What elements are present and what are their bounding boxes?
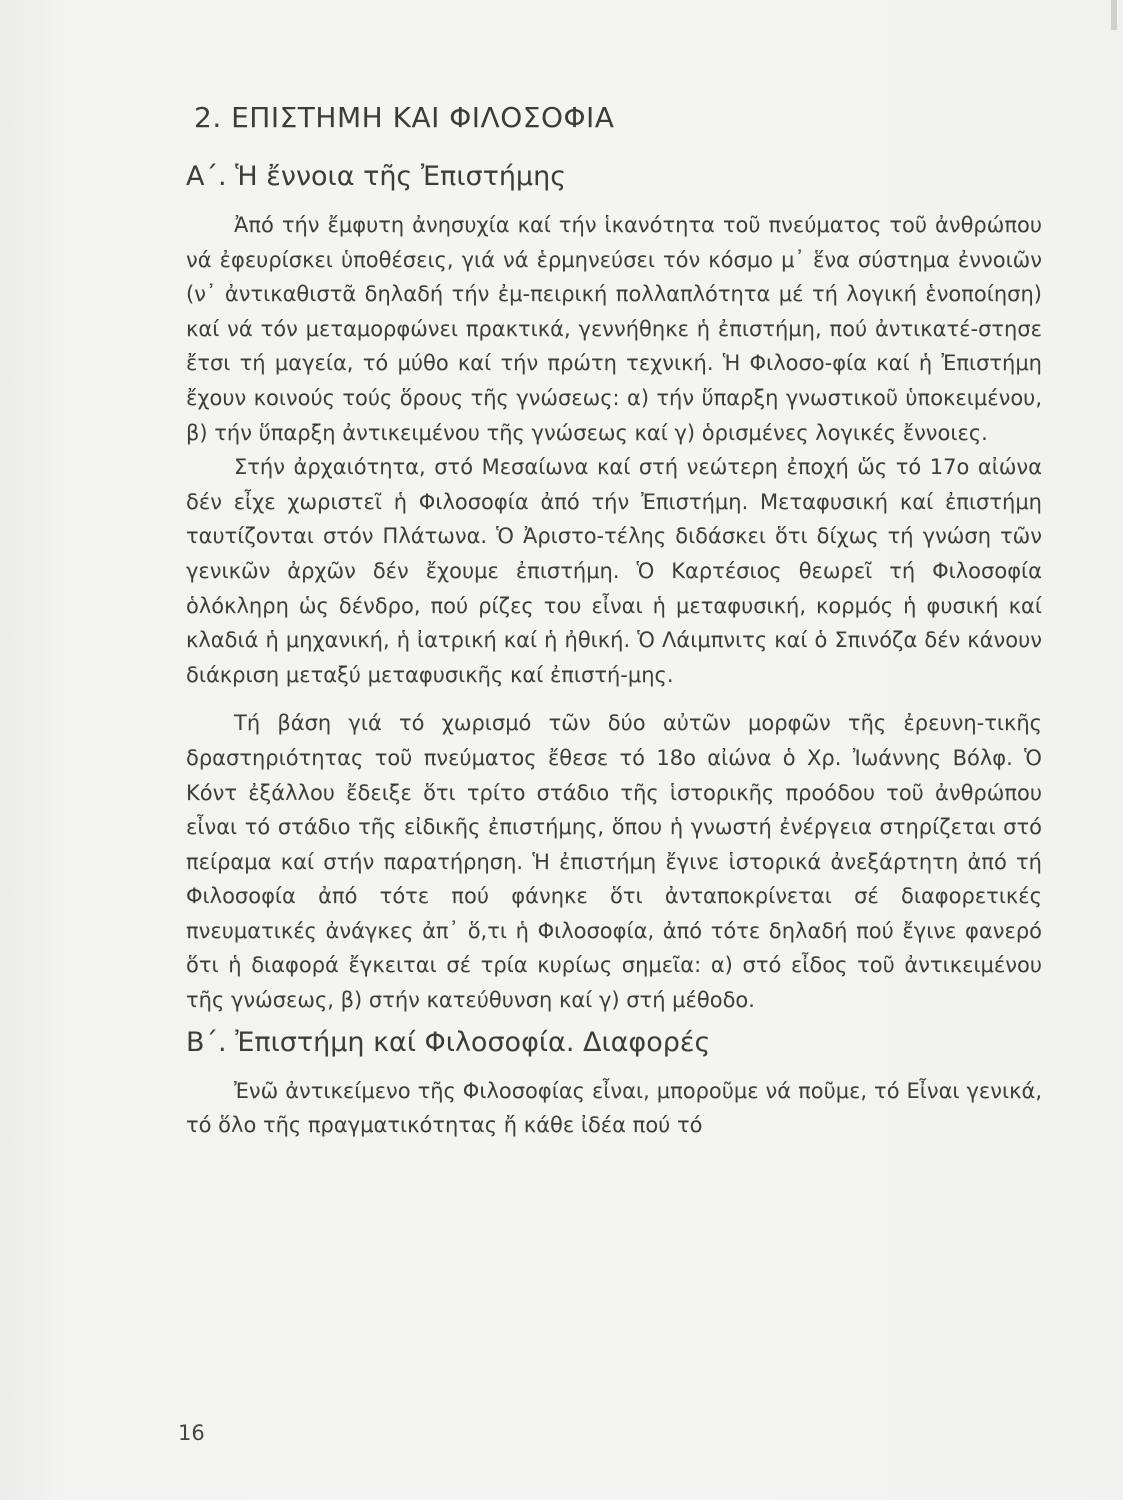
- section-b-paragraph-1: Ἐνῶ ἀντικείμενο τῆς Φιλοσοφίας εἶναι, μποροῦμε νά ποῦμε, τό Εἶναι γενικά, τό ὅλο τῆς πραγματικότητας ἤ κάθε ἰδέα πού τό: [186, 1078, 1042, 1138]
- section-a-paragraph-2: Στήν ἀρχαιότητα, στό Μεσαίωνα καί στή νεώτερη ἐποχή ὥς τό 17ο αἰώνα δέν εἶχε χωριστεῖ ἡ Φιλοσοφία ἀπό τήν Ἐπιστήμη. Μεταφυσική καί ἐπιστήμη ταυτίζονται στόν Πλάτωνα. Ὁ Ἀριστο-τέλης διδάσκει ὅτι δίχως τή γνώση τῶν γενικῶν ἀρχῶν δέν ἔχουμε ἐπιστήμη. Ὁ Καρτέσιος θεωρεῖ τή Φιλοσοφία ὁλόκληρη ὡς δένδρο, πού ρίζες του εἶναι ἡ μεταφυσική, κορμός ἡ φυσική καί κλαδιά ἡ μηχανική, ἡ ἰατρική καί ἡ ἠθική. Ὁ Λάιμπνιτς καί ὁ Σπινόζα δέν κάνουν διάκριση μεταξύ μεταφυσικῆς καί ἐπιστή-μης.: [186, 455, 1042, 687]
- section-b-title: Β΄. Ἐπιστήμη καί Φιλοσοφία. Διαφορές: [186, 1026, 711, 1058]
- section-a-paragraph-3: Τή βάση γιά τό χωρισμό τῶν δύο αὐτῶν μορφῶν τῆς ἐρευνη-τικῆς δραστηριότητας τοῦ πνεύματος ἔθεσε τό 18ο αἰώνα ὁ Χρ. Ἰωάννης Βόλφ. Ὁ Κόντ ἐξάλλου ἔδειξε ὅτι τρίτο στάδιο τῆς ἱστορικῆς προόδου τοῦ ἀνθρώπου εἶναι τό στάδιο τῆς εἰδικῆς ἐπιστήμης, ὅπου ἡ γνωστή ἐνέργεια στηρίζεται στό πείραμα καί στήν παρατήρηση. Ἡ ἐπιστήμη ἔγινε ἱστορικά ἀνεξάρτητη ἀπό τή Φιλοσοφία ἀπό τότε πού φάνηκε ὅτι ἀνταποκρίνεται σέ διαφορετικές πνευματικές ἀνάγκες ἀπ᾿ ὅ,τι ἡ Φιλοσοφία, ἀπό τότε δηλαδή πού ἔγινε φανερό ὅτι ἡ διαφορά ἔγκειται σέ τρία κυρίως σημεῖα: α) στό εἶδος τοῦ ἀντικειμένου τῆς γνώσεως, β) στήν κατεύθυνση καί γ) στή μέθοδο.: [186, 711, 1042, 1013]
- page-edge-mark: [1111, 0, 1117, 30]
- page-number: 16: [178, 1421, 205, 1445]
- section-a-title: Α΄. Ἡ ἔννοια τῆς Ἐπιστήμης: [186, 161, 567, 192]
- section-a-paragraph-1: Ἀπό τήν ἔμφυτη ἀνησυχία καί τήν ἱκανότητα τοῦ πνεύματος τοῦ ἀνθρώπου νά ἐφευρίσκει ὑποθέσεις, γιά νά ἑρμηνεύσει τόν κόσμο μ᾿ ἕνα σύστημα ἐννοιῶν (ν᾿ ἀντικαθιστᾶ δηλαδή τήν ἐμ-πειρική πολλαπλότητα μέ τή λογική ἑνοποίηση) καί νά τόν μεταμορφώνει πρακτικά, γεννήθηκε ἡ ἐπιστήμη, πού ἀντικατέ-στησε ἔτσι τή μαγεία, τό μύθο καί τήν πρώτη τεχνική. Ἡ Φιλοσο-φία καί ἡ Ἐπιστήμη ἔχουν κοινούς τούς ὅρους τῆς γνώσεως: α) τήν ὕπαρξη γνωστικοῦ ὑποκειμένου, β) τήν ὕπαρξη ἀντικειμένου τῆς γνώσεως καί γ) ὁρισμένες λογικές ἔννοιες.: [186, 213, 1042, 445]
- chapter-title: 2. ΕΠΙΣΤΗΜΗ ΚΑΙ ΦΙΛΟΣΟΦΙΑ: [194, 101, 615, 134]
- page-content: [186, 98, 1042, 1143]
